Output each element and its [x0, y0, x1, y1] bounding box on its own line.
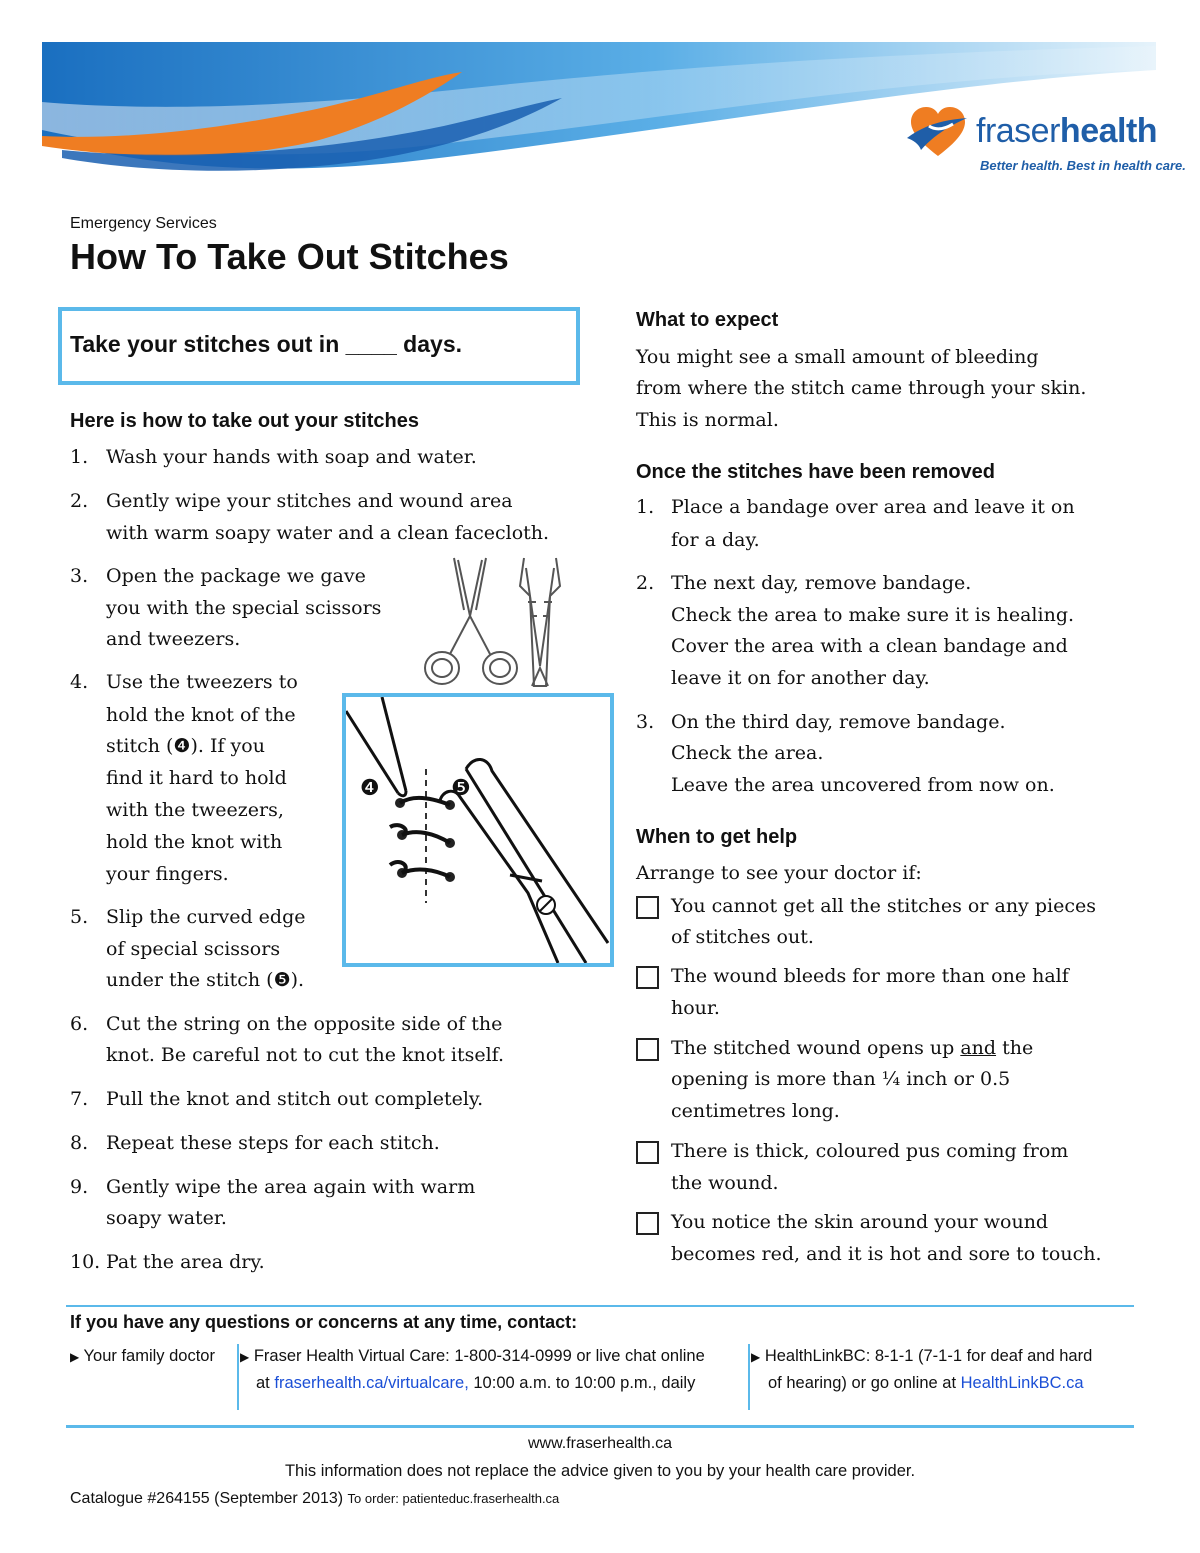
- what-to-expect-heading: What to expect: [636, 309, 779, 331]
- step-number: 10.: [70, 1251, 101, 1273]
- how-to-heading: Here is how to take out your stitches: [70, 410, 419, 432]
- removal-step-text: Cover the area with a clean bandage and: [671, 635, 1068, 657]
- removal-step-number: 3.: [636, 711, 655, 733]
- step-text: hold the knot with: [106, 831, 283, 853]
- footer-divider: [66, 1425, 1134, 1428]
- step-text: Repeat these steps for each stitch.: [106, 1132, 440, 1154]
- step-number: 8.: [70, 1132, 89, 1154]
- help-item-text: centimetres long.: [671, 1100, 840, 1122]
- help-checkbox[interactable]: [636, 1038, 659, 1061]
- step-text: and tweezers.: [106, 628, 241, 650]
- step-number: 3.: [70, 565, 89, 587]
- step-number: 1.: [70, 446, 89, 468]
- help-item-text: becomes red, and it is hot and sore to touch.: [671, 1243, 1102, 1265]
- step-text: of special scissors: [106, 938, 281, 960]
- contact-healthlinkbc: ▶ HealthLinkBC: 8-1-1 (7-1-1 for deaf and hard: [751, 1347, 1093, 1365]
- department-label: Emergency Services: [70, 215, 217, 232]
- help-intro: Arrange to see your doctor if:: [636, 862, 922, 884]
- help-item-text: You cannot get all the stitches or any pieces: [671, 895, 1096, 917]
- stitch-removal-illustration: [346, 697, 610, 963]
- after-removal-heading: Once the stitches have been removed: [636, 461, 996, 483]
- removal-step-number: 1.: [636, 496, 655, 518]
- footer-order-info: To order: patienteduc.fraserhealth.ca: [347, 1491, 560, 1506]
- figure-label-5: ❺: [451, 775, 471, 800]
- contact-family-doctor: ▶ Your family doctor: [70, 1347, 215, 1365]
- help-item-text: the wound.: [671, 1172, 779, 1194]
- step-text: Pat the area dry.: [106, 1251, 265, 1273]
- step-text: Slip the curved edge: [106, 906, 306, 928]
- contact-virtual-care: ▶ Fraser Health Virtual Care: 1-800-314-0999 or live chat online: [240, 1347, 705, 1365]
- step-number: 9.: [70, 1176, 89, 1198]
- contact-column-divider: [748, 1344, 750, 1410]
- step-text: with the tweezers,: [106, 799, 284, 821]
- contact-column-divider: [237, 1344, 239, 1410]
- removal-step-text: Check the area to make sure it is healing.: [671, 604, 1075, 626]
- expect-line: You might see a small amount of bleeding: [636, 346, 1039, 368]
- fraserhealth-logo-text: fraserhealth: [976, 112, 1158, 150]
- page-title: How To Take Out Stitches: [70, 236, 509, 277]
- step-text: your fingers.: [106, 863, 229, 885]
- step-text: Wash your hands with soap and water.: [106, 446, 477, 468]
- removal-step-text: On the third day, remove bandage.: [671, 711, 1006, 733]
- help-item-text: of stitches out.: [671, 926, 814, 948]
- healthlinkbc-link[interactable]: HealthLinkBC.ca: [960, 1374, 1084, 1392]
- expect-line: from where the stitch came through your skin.: [636, 377, 1087, 399]
- figure-label-4: ❹: [360, 775, 380, 800]
- removal-step-text: Leave the area uncovered from now on.: [671, 774, 1055, 796]
- removal-step-text: leave it on for another day.: [671, 667, 930, 689]
- help-item-text: There is thick, coloured pus coming from: [671, 1140, 1069, 1162]
- footer-website[interactable]: www.fraserhealth.ca: [527, 1435, 673, 1452]
- step-text: soapy water.: [106, 1207, 227, 1229]
- help-item-text: You notice the skin around your wound: [671, 1211, 1049, 1233]
- removal-step-text: Check the area.: [671, 742, 824, 764]
- when-to-get-help-heading: When to get help: [636, 826, 798, 848]
- contact-virtual-care-line2: at fraserhealth.ca/virtualcare, 10:00 a.m. to 10:00 p.m., daily: [256, 1374, 696, 1392]
- help-checkbox[interactable]: [636, 896, 659, 919]
- help-item-text: The stitched wound opens up and the: [671, 1037, 1034, 1059]
- step-number: 5.: [70, 906, 89, 928]
- step-text: you with the special scissors: [106, 597, 382, 619]
- days-callout-text: Take your stitches out in ____ days.: [70, 331, 462, 357]
- step-number: 4.: [70, 671, 89, 693]
- step-number: 2.: [70, 490, 89, 512]
- step-text: Pull the knot and stitch out completely.: [106, 1088, 484, 1110]
- fraserhealth-logo-heart-icon: [905, 104, 971, 160]
- help-item-text: opening is more than ¼ inch or 0.5: [671, 1068, 1011, 1090]
- step-text: knot. Be careful not to cut the knot itself.: [106, 1044, 505, 1066]
- step-text: Use the tweezers to: [106, 671, 298, 693]
- removal-step-text: Place a bandage over area and leave it on: [671, 496, 1075, 518]
- step-text: find it hard to hold: [106, 767, 287, 789]
- scissors-and-tweezers-illustration: [420, 556, 570, 692]
- step-text: with warm soapy water and a clean facecloth.: [106, 522, 550, 544]
- step-text: Open the package we gave: [106, 565, 366, 587]
- help-checkbox[interactable]: [636, 966, 659, 989]
- help-checkbox[interactable]: [636, 1212, 659, 1235]
- footer-catalogue: Catalogue #264155 (September 2013) To order: patienteduc.fraserhealth.ca: [70, 1490, 560, 1507]
- fraserhealth-tagline: Better health. Best in health care.: [980, 158, 1186, 173]
- step-number: 6.: [70, 1013, 89, 1035]
- contact-healthlinkbc-line2: of hearing) or go online at HealthLinkBC.ca: [768, 1374, 1084, 1392]
- expect-line: This is normal.: [636, 409, 779, 431]
- contact-top-divider: [66, 1305, 1134, 1307]
- help-item-text: hour.: [671, 997, 720, 1019]
- removal-step-number: 2.: [636, 572, 655, 594]
- step-text: Gently wipe the area again with warm: [106, 1176, 476, 1198]
- step-text: stitch (❹). If you: [106, 735, 265, 757]
- step-number: 7.: [70, 1088, 89, 1110]
- help-checkbox[interactable]: [636, 1141, 659, 1164]
- footer-disclaimer: This information does not replace the advice given to you by your health care provider.: [284, 1462, 916, 1480]
- step-text: under the stitch (❺).: [106, 969, 305, 991]
- step-text: Cut the string on the opposite side of the: [106, 1013, 503, 1035]
- removal-step-text: for a day.: [671, 529, 760, 551]
- step-text: hold the knot of the: [106, 704, 296, 726]
- virtual-care-link[interactable]: fraserhealth.ca/virtualcare,: [274, 1374, 469, 1392]
- help-item-text: The wound bleeds for more than one half: [671, 965, 1069, 987]
- contact-heading: If you have any questions or concerns at any time, contact:: [70, 1312, 578, 1332]
- step-text: Gently wipe your stitches and wound area: [106, 490, 513, 512]
- removal-step-text: The next day, remove bandage.: [671, 572, 972, 594]
